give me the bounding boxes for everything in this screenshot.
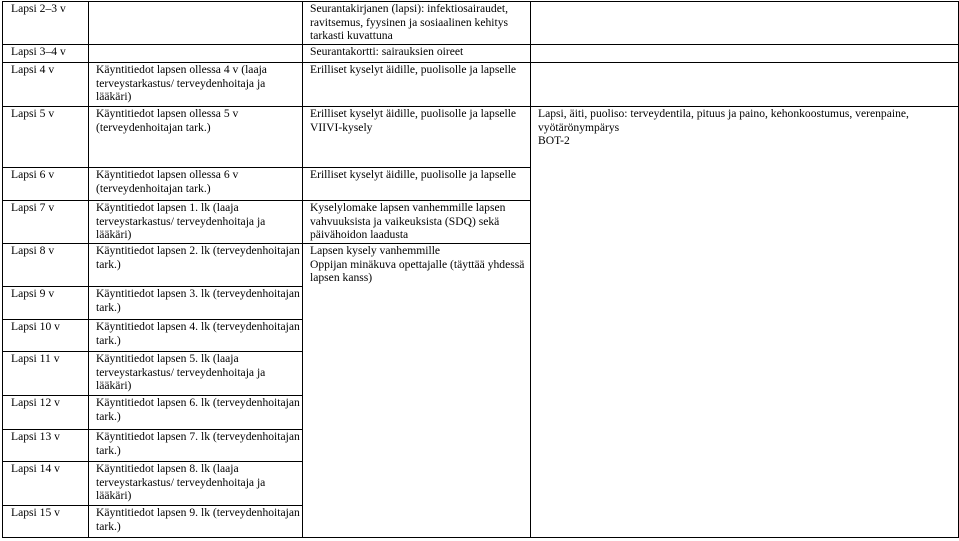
age-cell: Lapsi 9 v: [3, 287, 89, 320]
visit-cell: Käyntitiedot lapsen 9. lk (terveydenhoitajan tark.): [89, 506, 303, 538]
table-row: [3, 45, 959, 63]
age-cell: Lapsi 11 v: [3, 352, 89, 396]
visit-cell: Käyntitiedot lapsen 1. lk (laaja terveystarkastus/ terveydenhoitaja ja lääkäri): [89, 201, 303, 244]
age-cell: Lapsi 15 v: [3, 506, 89, 538]
age-cell: Lapsi 8 v: [3, 244, 89, 287]
form-cell: Kyselylomake lapsen vanhemmille lapsen vahvuuksista ja vaikeuksista (SDQ) sekä päivähoidon laadusta: [303, 201, 531, 244]
age-cell: Lapsi 12 v: [3, 396, 89, 430]
form-cell: Erilliset kyselyt äidille, puolisolle ja lapselle VIIVI-kysely: [303, 107, 531, 168]
form-cell: Lapsen kysely vanhemmille Oppijan minäkuva opettajalle (täyttää yhdessä lapsen kanss): [303, 244, 531, 538]
visit-cell: Käyntitiedot lapsen ollessa 4 v (laaja terveystarkastus/ terveydenhoitaja ja lääkäri): [89, 63, 303, 107]
visit-cell: Käyntitiedot lapsen 5. lk (laaja terveystarkastus/ terveydenhoitaja ja lääkäri): [89, 352, 303, 396]
measure-cell: Lapsi, äiti, puoliso: terveydentila, pituus ja paino, kehonkoostumus, verenpaine, vyötärönympärys BOT-2: [531, 107, 959, 538]
form-cell: Seurantakortti: sairauksien oireet: [303, 45, 531, 63]
age-cell: Lapsi 6 v: [3, 168, 89, 201]
form-cell: Seurantakirjanen (lapsi): infektiosairaudet, ravitsemus, fyysinen ja sosiaalinen kehitys tarkasti kuvattuna: [303, 2, 531, 45]
visit-cell: Käyntitiedot lapsen 2. lk (terveydenhoitajan tark.): [89, 244, 303, 287]
visit-cell: Käyntitiedot lapsen ollessa 5 v (terveydenhoitajan tark.): [89, 107, 303, 168]
visit-cell: Käyntitiedot lapsen ollessa 6 v (terveydenhoitajan tark.): [89, 168, 303, 201]
table-row: [3, 2, 959, 45]
age-cell: Lapsi 10 v: [3, 320, 89, 352]
follow-up-schedule-table: [2, 1, 959, 538]
table-row: [3, 63, 959, 107]
visit-cell: [89, 2, 303, 45]
age-cell: Lapsi 3–4 v: [3, 45, 89, 63]
age-cell: Lapsi 2–3 v: [3, 2, 89, 45]
measure-cell: [531, 63, 959, 107]
measure-cell: [531, 2, 959, 45]
visit-cell: Käyntitiedot lapsen 3. lk (terveydenhoitajan tark.): [89, 287, 303, 320]
form-cell: Erilliset kyselyt äidille, puolisolle ja lapselle: [303, 63, 531, 107]
age-cell: Lapsi 7 v: [3, 201, 89, 244]
table-row: [3, 107, 959, 168]
visit-cell: [89, 45, 303, 63]
visit-cell: Käyntitiedot lapsen 7. lk (terveydenhoitajan tark.): [89, 430, 303, 462]
age-cell: Lapsi 14 v: [3, 462, 89, 506]
age-cell: Lapsi 4 v: [3, 63, 89, 107]
visit-cell: Käyntitiedot lapsen 4. lk (terveydenhoitajan tark.): [89, 320, 303, 352]
form-cell: Erilliset kyselyt äidille, puolisolle ja lapselle: [303, 168, 531, 201]
measure-cell: [531, 45, 959, 63]
visit-cell: Käyntitiedot lapsen 6. lk (terveydenhoitajan tark.): [89, 396, 303, 430]
age-cell: Lapsi 13 v: [3, 430, 89, 462]
table-body: [3, 2, 959, 538]
age-cell: Lapsi 5 v: [3, 107, 89, 168]
visit-cell: Käyntitiedot lapsen 8. lk (laaja terveystarkastus/ terveydenhoitaja ja lääkäri): [89, 462, 303, 506]
